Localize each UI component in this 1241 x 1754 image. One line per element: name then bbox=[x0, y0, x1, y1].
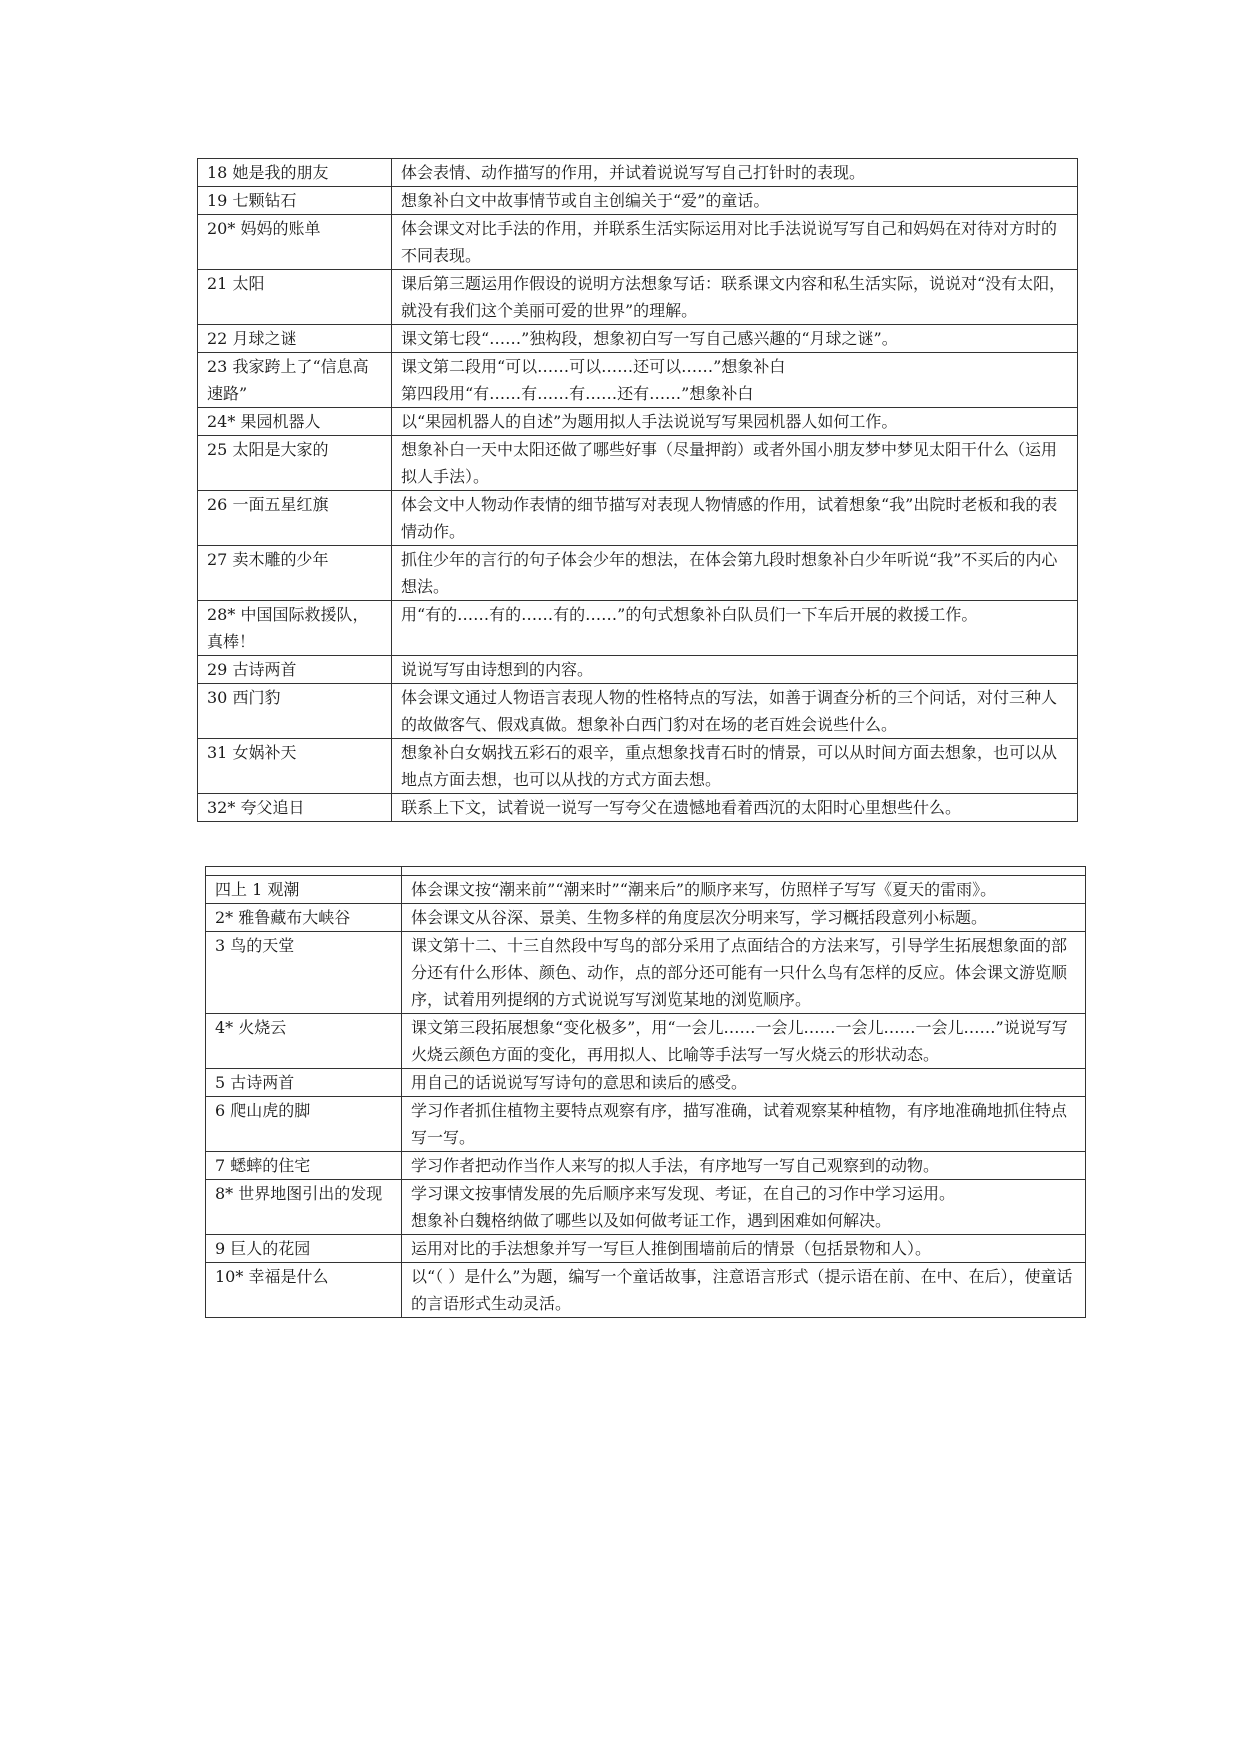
lesson-title-cell: 28* 中国国际救援队，真棒！ bbox=[198, 601, 392, 656]
lesson-title-cell: 18 她是我的朋友 bbox=[198, 159, 392, 187]
table-row bbox=[206, 904, 1086, 932]
lesson-table-grade3 bbox=[197, 158, 1078, 822]
table-row bbox=[198, 601, 1078, 656]
table-spacer-row bbox=[206, 867, 1086, 876]
writing-task-cell: 以“（ ）是什么”为题，编写一个童话故事，注意语言形式（提示语在前、在中、在后），使童话的言语形式生动灵活。 bbox=[402, 1263, 1086, 1318]
writing-task-cell: 体会文中人物动作表情的细节描写对表现人物情感的作用，试着想象“我”出院时老板和我的表情动作。 bbox=[392, 491, 1078, 546]
spacer-cell bbox=[402, 867, 1086, 876]
lesson-title-cell: 4* 火烧云 bbox=[206, 1014, 402, 1069]
table-row bbox=[206, 1263, 1086, 1318]
lesson-title-cell: 23 我家跨上了“信息高速路” bbox=[198, 353, 392, 408]
lesson-title-cell: 7 蟋蟀的住宅 bbox=[206, 1152, 402, 1180]
lesson-title-cell: 30 西门豹 bbox=[198, 684, 392, 739]
table-row bbox=[198, 491, 1078, 546]
writing-task-cell: 联系上下文，试着说一说写一写夸父在遗憾地看着西沉的太阳时心里想些什么。 bbox=[392, 794, 1078, 822]
table-row bbox=[198, 408, 1078, 436]
lesson-title-cell: 10* 幸福是什么 bbox=[206, 1263, 402, 1318]
lesson-title-cell: 21 太阳 bbox=[198, 270, 392, 325]
lesson-title-cell: 9 巨人的花园 bbox=[206, 1235, 402, 1263]
table-row bbox=[206, 1180, 1086, 1235]
table-row bbox=[198, 325, 1078, 353]
lesson-title-cell: 31 女娲补天 bbox=[198, 739, 392, 794]
lesson-title-cell: 3 鸟的天堂 bbox=[206, 932, 402, 1014]
table-row bbox=[206, 1152, 1086, 1180]
writing-task-cell: 体会课文对比手法的作用，并联系生活实际运用对比手法说说写写自己和妈妈在对待对方时的不同表现。 bbox=[392, 215, 1078, 270]
table-row bbox=[198, 353, 1078, 408]
lesson-title-cell: 5 古诗两首 bbox=[206, 1069, 402, 1097]
table-row bbox=[198, 794, 1078, 822]
writing-task-cell: 体会课文从谷深、景美、生物多样的角度层次分明来写，学习概括段意列小标题。 bbox=[402, 904, 1086, 932]
writing-task-cell: 课文第七段“……”独构段，想象初白写一写自己感兴趣的“月球之谜”。 bbox=[392, 325, 1078, 353]
lesson-title-cell: 20* 妈妈的账单 bbox=[198, 215, 392, 270]
lesson-table-grade4 bbox=[205, 866, 1086, 1318]
table-row bbox=[206, 1014, 1086, 1069]
writing-task-cell: 以“果园机器人的自述”为题用拟人手法说说写写果园机器人如何工作。 bbox=[392, 408, 1078, 436]
table-row bbox=[206, 1235, 1086, 1263]
lesson-title-cell: 29 古诗两首 bbox=[198, 656, 392, 684]
writing-task-cell: 学习作者抓住植物主要特点观察有序，描写准确，试着观察某种植物，有序地准确地抓住特点写一写。 bbox=[402, 1097, 1086, 1152]
table-row bbox=[198, 215, 1078, 270]
table-row bbox=[198, 270, 1078, 325]
writing-task-cell: 体会课文通过人物语言表现人物的性格特点的写法，如善于调查分析的三个问话，对付三种人的故做客气、假戏真做。想象补白西门豹对在场的老百姓会说些什么。 bbox=[392, 684, 1078, 739]
writing-task-cell: 抓住少年的言行的句子体会少年的想法，在体会第九段时想象补白少年听说“我”不买后的内心想法。 bbox=[392, 546, 1078, 601]
lesson-title-cell: 四上 1 观潮 bbox=[206, 876, 402, 904]
writing-task-cell: 体会课文按“潮来前”“潮来时”“潮来后”的顺序来写，仿照样子写写《夏天的雷雨》。 bbox=[402, 876, 1086, 904]
writing-task-cell: 用自己的话说说写写诗句的意思和读后的感受。 bbox=[402, 1069, 1086, 1097]
lesson-title-cell: 26 一面五星红旗 bbox=[198, 491, 392, 546]
table-row bbox=[206, 1069, 1086, 1097]
writing-task-cell: 课文第十二、十三自然段中写鸟的部分采用了点面结合的方法来写，引导学生拓展想象面的部分还有什么形体、颜色、动作，点的部分还可能有一只什么鸟有怎样的反应。体会课文游览顺序，试着用列提纲的方式说说写写浏览某地的浏览顺序。 bbox=[402, 932, 1086, 1014]
writing-task-cell: 想象补白一天中太阳还做了哪些好事（尽量押韵）或者外国小朋友梦中梦见太阳干什么（运用拟人手法）。 bbox=[392, 436, 1078, 491]
writing-task-cell: 学习课文按事情发展的先后顺序来写发现、考证，在自己的习作中学习运用。 想象补白魏格纳做了哪些以及如何做考证工作，遇到困难如何解决。 bbox=[402, 1180, 1086, 1235]
writing-task-cell: 课文第三段拓展想象“变化极多”，用“一会儿……一会儿……一会儿……一会儿……”说说写写火烧云颜色方面的变化，再用拟人、比喻等手法写一写火烧云的形状动态。 bbox=[402, 1014, 1086, 1069]
table-row bbox=[206, 1097, 1086, 1152]
writing-task-cell: 说说写写由诗想到的内容。 bbox=[392, 656, 1078, 684]
writing-task-cell: 用“有的……有的……有的……”的句式想象补白队员们一下车后开展的救援工作。 bbox=[392, 601, 1078, 656]
lesson-title-cell: 24* 果园机器人 bbox=[198, 408, 392, 436]
lesson-title-cell: 22 月球之谜 bbox=[198, 325, 392, 353]
table-row bbox=[198, 159, 1078, 187]
lesson-title-cell: 19 七颗钻石 bbox=[198, 187, 392, 215]
writing-task-cell: 课文第二段用“可以……可以……还可以……”想象补白 第四段用“有……有……有……还有……”想象补白 bbox=[392, 353, 1078, 408]
table-row bbox=[198, 546, 1078, 601]
table-row bbox=[198, 436, 1078, 491]
writing-task-cell: 想象补白女娲找五彩石的艰辛，重点想象找青石时的情景，可以从时间方面去想象，也可以从地点方面去想，也可以从找的方式方面去想。 bbox=[392, 739, 1078, 794]
lesson-title-cell: 8* 世界地图引出的发现 bbox=[206, 1180, 402, 1235]
table-row bbox=[206, 876, 1086, 904]
lesson-title-cell: 6 爬山虎的脚 bbox=[206, 1097, 402, 1152]
table-row bbox=[198, 187, 1078, 215]
writing-task-cell: 课后第三题运用作假设的说明方法想象写话：联系课文内容和私生活实际，说说对“没有太阳，就没有我们这个美丽可爱的世界”的理解。 bbox=[392, 270, 1078, 325]
writing-task-cell: 体会表情、动作描写的作用，并试着说说写写自己打针时的表现。 bbox=[392, 159, 1078, 187]
lesson-title-cell: 27 卖木雕的少年 bbox=[198, 546, 392, 601]
writing-task-cell: 想象补白文中故事情节或自主创编关于“爱”的童话。 bbox=[392, 187, 1078, 215]
writing-task-cell: 学习作者把动作当作人来写的拟人手法，有序地写一写自己观察到的动物。 bbox=[402, 1152, 1086, 1180]
lesson-title-cell: 25 太阳是大家的 bbox=[198, 436, 392, 491]
table-row bbox=[198, 656, 1078, 684]
spacer-cell bbox=[206, 867, 402, 876]
lesson-title-cell: 2* 雅鲁藏布大峡谷 bbox=[206, 904, 402, 932]
writing-task-cell: 运用对比的手法想象并写一写巨人推倒围墙前后的情景（包括景物和人）。 bbox=[402, 1235, 1086, 1263]
table-row bbox=[198, 739, 1078, 794]
lesson-title-cell: 32* 夸父追日 bbox=[198, 794, 392, 822]
table-row bbox=[206, 932, 1086, 1014]
table-row bbox=[198, 684, 1078, 739]
